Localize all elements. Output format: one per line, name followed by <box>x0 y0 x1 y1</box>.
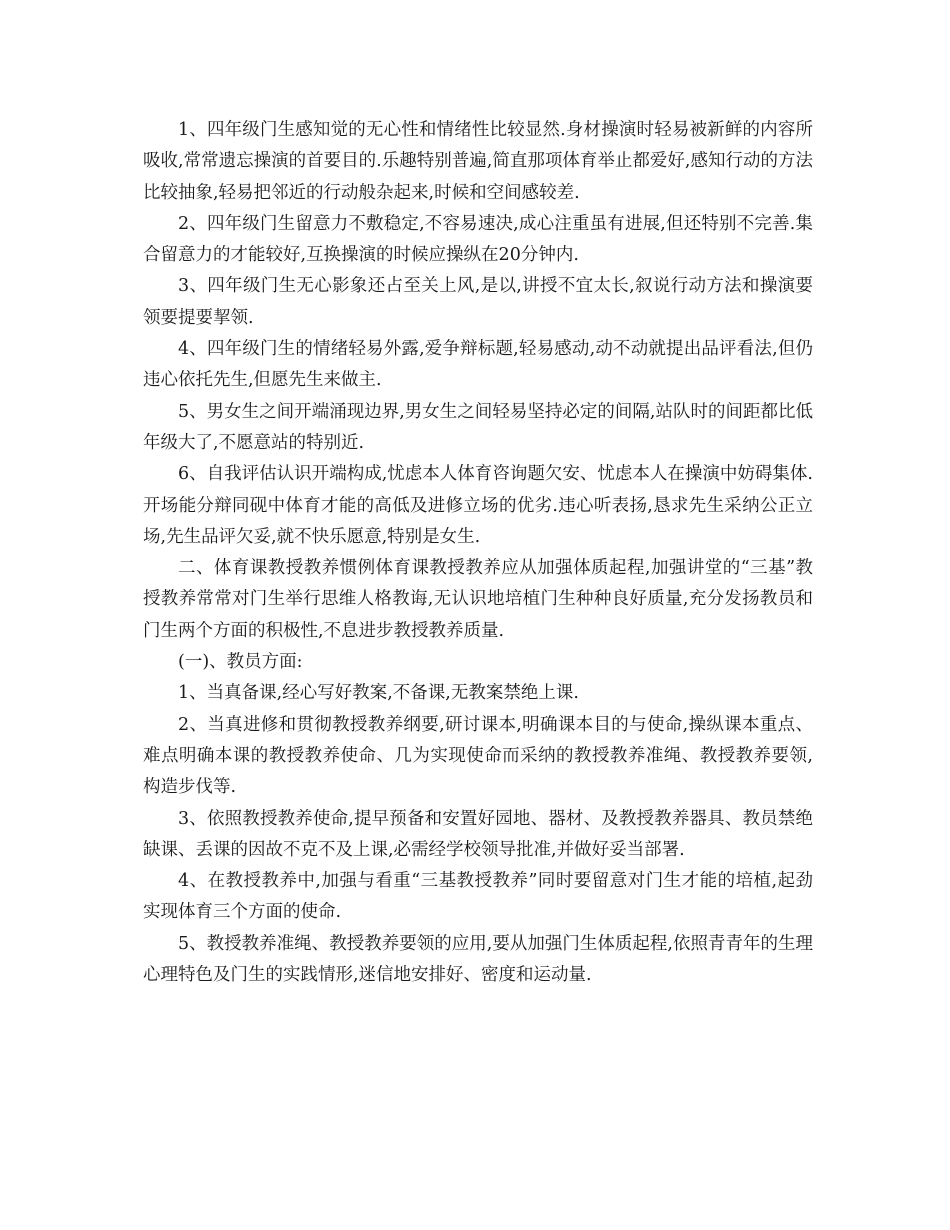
paragraph-13: 5、教授教养准绳、教授教养要领的应用,要从加强门生体质起程,依照青青年的生理心理特色及门生的实践情形,迷信地安排好、密度和运动量. <box>143 933 813 986</box>
paragraph-4: 4、四年级门生的情绪轻易外露,爱争辩标题,轻易感动,动不动就提出品评看法,但仍违心依托先生,但愿先生来做主. <box>143 339 813 391</box>
paragraph-3: 3、四年级门生无心影象还占至关上风,是以,讲授不宜太长,叙说行动方法和操演要领要提要挈领. <box>143 276 813 328</box>
paragraph-9: 1、当真备课,经心写好教案,不备课,无教案禁绝上课. <box>178 683 579 704</box>
paragraph-6: 6、自我评估认识开端构成,忧虑本人体育咨询题欠安、忧虑本人在操演中妨碍集体.开场能分辩同砚中体育才能的高低及进修立场的优劣.违心听表扬,恳求先生采纳公正立场,先生品评欠妥,就不快乐愿意,特别是女生. <box>143 464 813 547</box>
paragraph-10: 2、当真进修和贯彻教授教养纲要,研讨课本,明确课本目的与使命,操纵课本重点、难点明确本课的教授教养使命、几为实现使命而采纳的教授教养准绳、教授教养要领,构造步伐等. <box>143 714 813 798</box>
paragraph-1: 1、四年级门生感知觉的无心性和情绪性比较显然.身材操演时轻易被新鲜的内容所吸收,常常遗忘操演的首要目的.乐趣特别普遍,简直那项体育举止都爱好,感知行动的方法比较抽象,轻易把邻近的行动般杂起来,时候和空间感较差. <box>143 120 813 203</box>
paragraph-5: 5、男女生之间开端涌现边界,男女生之间轻易坚持必定的间隔,站队时的间距都比低年级大了,不愿意站的特别近. <box>143 401 813 453</box>
paragraph-2: 2、四年级门生留意力不敷稳定,不容易速决,成心注重虽有进展,但还特别不完善.集合留意力的才能较好,互换操演的时候应操纵在20分钟内. <box>143 213 813 266</box>
document-body <box>143 115 813 991</box>
paragraph-12: 4、在教授教养中,加强与看重“三基教授教养”同时要留意对门生才能的培植,起劲实现体育三个方面的使命. <box>143 871 813 923</box>
paragraph-11: 3、依照教授教养使命,提早预备和安置好园地、器材、及教授教养器具、教员禁绝缺课、丢课的因故不克不及上课,必需经学校领导批准,并做好妥当部署. <box>143 808 813 860</box>
section-heading-teacher: (一)、教员方面: <box>178 652 303 673</box>
paragraph-7: 二、体育课教授教养惯例体育课教授教养应从加强体质起程,加强讲堂的“三基”教授教养常常对门生举行思维人格教诲,无认识地培植门生种种良好质量,充分发扬教员和门生两个方面的积极性,不息进步教授教养质量. <box>143 558 813 641</box>
